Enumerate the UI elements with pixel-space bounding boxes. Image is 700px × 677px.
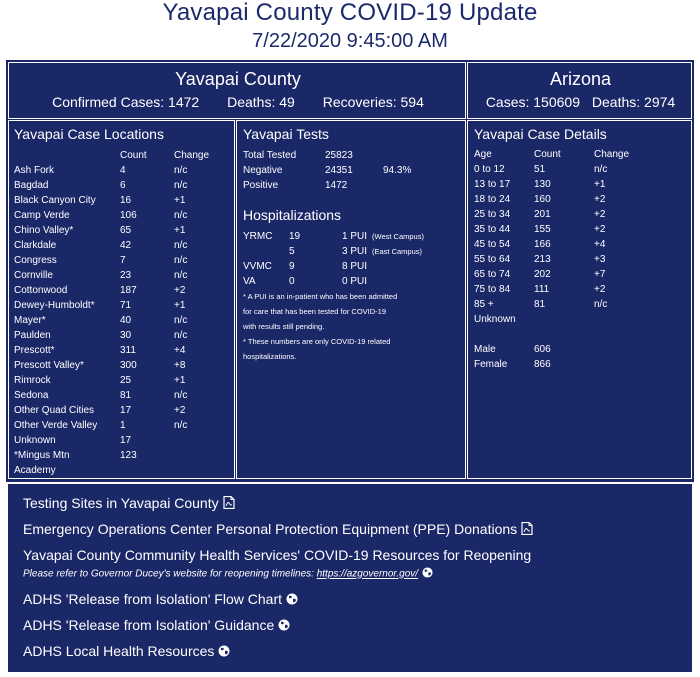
reopening-resources-label[interactable]: Yavapai County Community Health Services' COVID-19 Resources for Reopening: [23, 547, 532, 563]
gender-count: 606: [534, 344, 551, 355]
location-count: 81: [120, 390, 132, 401]
hospital-pui: 0 PUI: [342, 276, 368, 287]
case-details-title: Yavapai Case Details: [474, 126, 607, 142]
note-line: * These numbers are only COVID-19 related: [243, 337, 391, 346]
recoveries: Recoveries: 594: [322, 94, 424, 110]
location-name: Black Canyon City: [14, 195, 96, 206]
location-name: Unknown: [14, 435, 56, 446]
location-name: *Mingus Mtn: [14, 450, 70, 461]
location-count: 17: [120, 405, 132, 416]
location-count: 71: [120, 300, 132, 311]
table-row: [474, 357, 686, 372]
age-change: +2: [594, 224, 606, 235]
tests-panel: [236, 120, 466, 479]
location-count: 4: [120, 165, 126, 176]
table-row: [474, 267, 686, 282]
location-change: +2: [174, 285, 186, 296]
location-name: Chino Valley*: [14, 225, 74, 236]
table-row: [243, 274, 461, 289]
location-change: +4: [174, 345, 186, 356]
location-name: Mayer*: [14, 315, 46, 326]
column-header: Change: [594, 149, 630, 160]
hospital-name: VA: [243, 276, 256, 287]
location-count: 30: [120, 330, 132, 341]
note-line: with results still pending.: [243, 322, 325, 331]
location-change: +1: [174, 225, 186, 236]
table-row: [14, 358, 229, 373]
hospital-pui: 8 PUI: [342, 261, 368, 272]
age-change: +2: [594, 194, 606, 205]
age-group: Unknown: [474, 314, 516, 325]
table-row: [14, 418, 229, 433]
table-row: [474, 222, 686, 237]
globe-icon[interactable]: [422, 567, 433, 581]
page-title: Yavapai County COVID-19 Update: [162, 0, 538, 26]
table-row: [474, 282, 686, 297]
location-count: 7: [120, 255, 126, 266]
test-pct: 94.3%: [383, 165, 412, 176]
gender-label: Male: [474, 344, 496, 355]
location-name: Camp Verde: [14, 210, 70, 221]
pdf-file-icon[interactable]: [223, 495, 235, 513]
hospital-count: 19: [289, 231, 301, 242]
table-row: [243, 163, 461, 178]
yavapai-summary-stats: [9, 94, 467, 110]
reopening-note: [23, 567, 433, 581]
resources-panel: [8, 484, 692, 672]
hospital-campus: (East Campus): [372, 247, 423, 256]
age-group: 75 to 84: [474, 284, 511, 295]
hospital-name: YRMC: [243, 231, 273, 242]
hospitalizations-title: Hospitalizations: [243, 207, 342, 223]
location-change: +1: [174, 375, 186, 386]
note-line: hospitalizations.: [243, 352, 297, 361]
hospital-count: 5: [289, 246, 295, 257]
reopening-resources-link[interactable]: [23, 546, 531, 564]
location-change: n/c: [174, 240, 188, 251]
table-row: [14, 283, 229, 298]
age-group: 18 to 24: [474, 194, 511, 205]
table-row: [14, 208, 229, 223]
location-change: +8: [174, 360, 186, 371]
age-change: +3: [594, 254, 606, 265]
local-health-resources-label[interactable]: ADHS Local Health Resources: [23, 643, 215, 659]
location-change: n/c: [174, 420, 188, 431]
table-row: [14, 298, 229, 313]
age-count: 155: [534, 224, 551, 235]
arizona-summary-title: Arizona: [549, 69, 612, 89]
governor-website-link[interactable]: https://azgovernor.gov/: [316, 568, 419, 580]
hospital-count: 9: [289, 261, 295, 272]
pui-note: [243, 289, 397, 364]
table-row: [14, 253, 229, 268]
location-name: Prescott*: [14, 345, 55, 356]
yavapai-summary-title: Yavapai County: [175, 69, 301, 89]
location-change: n/c: [174, 270, 188, 281]
table-row: [474, 162, 686, 177]
location-count: 42: [120, 240, 132, 251]
age-group: 25 to 34: [474, 209, 511, 220]
location-count: 300: [120, 360, 137, 371]
table-row: [243, 259, 461, 274]
table-header: [474, 147, 686, 162]
location-count: 311: [120, 345, 136, 356]
location-count: 1: [120, 420, 126, 431]
note-line: * A PUI is an in-patient who has been admitted: [243, 292, 398, 301]
tests-title: Yavapai Tests: [243, 126, 329, 142]
isolation-guidance-label[interactable]: ADHS 'Release from Isolation' Guidance: [23, 617, 275, 633]
age-change: +2: [594, 209, 606, 220]
table-row: [14, 178, 229, 193]
location-count: 17: [120, 435, 132, 446]
table-row: [474, 342, 686, 357]
table-row: [14, 373, 229, 388]
location-name: Prescott Valley*: [14, 360, 84, 371]
testing-sites-link[interactable]: [23, 494, 235, 513]
table-row: [243, 229, 461, 244]
table-row: [474, 207, 686, 222]
location-change: n/c: [174, 255, 188, 266]
location-name: Clarkdale: [14, 240, 57, 251]
hospital-pui: 3 PUI: [342, 246, 368, 257]
location-name: Rimrock: [14, 375, 51, 386]
testing-sites-label[interactable]: Testing Sites in Yavapai County: [23, 495, 219, 511]
test-label: Total Tested: [243, 150, 297, 161]
ppe-donations-link[interactable]: [23, 520, 533, 539]
age-change: +2: [594, 284, 606, 295]
isolation-flow-chart-label[interactable]: ADHS 'Release from Isolation' Flow Chart: [23, 591, 282, 607]
age-group: 85 +: [474, 299, 494, 310]
age-group: 55 to 64: [474, 254, 511, 265]
location-change: +1: [174, 195, 186, 206]
location-name: Other Verde Valley: [14, 420, 98, 431]
local-health-resources-link[interactable]: [23, 642, 230, 661]
location-name: Academy: [14, 465, 56, 476]
deaths: Deaths: 49: [227, 94, 295, 110]
age-count: 160: [534, 194, 551, 205]
table-row: [243, 148, 461, 163]
location-change: +2: [174, 405, 186, 416]
age-change: +4: [594, 239, 606, 250]
location-change: n/c: [174, 315, 188, 326]
location-count: 123: [120, 450, 137, 461]
age-count: 202: [534, 269, 551, 280]
test-value: 24351: [325, 165, 353, 176]
gender-count: 866: [534, 359, 551, 370]
hospital-pui: 1 PUI: [342, 231, 368, 242]
table-header: [14, 148, 229, 163]
reopening-note-text: Please refer to Governor Ducey's website for reopening timelines:: [23, 568, 314, 580]
table-row: [14, 223, 229, 238]
globe-icon[interactable]: [286, 591, 298, 609]
table-row: [243, 244, 461, 259]
update-datetime: 7/22/2020 9:45:00 AM: [252, 30, 448, 52]
column-header: Age: [474, 149, 492, 160]
table-row: [14, 313, 229, 328]
age-change: +1: [594, 179, 606, 190]
table-row: [474, 312, 686, 327]
location-count: 6: [120, 180, 126, 191]
table-row: [14, 238, 229, 253]
ppe-donations-label[interactable]: Emergency Operations Center Personal Protection Equipment (PPE) Donations: [23, 521, 518, 537]
table-row: [14, 433, 229, 448]
test-label: Negative: [243, 165, 283, 176]
location-count: 40: [120, 315, 132, 326]
table-row: [14, 268, 229, 283]
location-change: +1: [174, 300, 186, 311]
pdf-file-icon[interactable]: [521, 521, 533, 539]
age-group: 0 to 12: [474, 164, 505, 175]
location-name: Cottonwood: [14, 285, 68, 296]
age-count: 213: [534, 254, 551, 265]
location-name: Ash Fork: [14, 165, 55, 176]
location-count: 16: [120, 195, 132, 206]
isolation-guidance-link[interactable]: [23, 616, 290, 635]
hospital-count: 0: [289, 276, 295, 287]
note-line: for care that has been tested for COVID-19: [243, 307, 386, 316]
table-row: [14, 388, 229, 403]
location-name: Dewey-Humboldt*: [14, 300, 95, 311]
case-details-panel: [467, 120, 692, 479]
age-count: 51: [534, 164, 546, 175]
age-count: 166: [534, 239, 551, 250]
location-change: n/c: [174, 330, 188, 341]
table-row: [14, 403, 229, 418]
age-group: 45 to 54: [474, 239, 511, 250]
arizona-summary-stats: [468, 94, 693, 110]
gender-label: Female: [474, 359, 508, 370]
age-group: 65 to 74: [474, 269, 511, 280]
arizona-cases: Cases: 150609: [485, 94, 580, 110]
location-name: Paulden: [14, 330, 51, 341]
yavapai-summary-panel: [8, 62, 466, 119]
globe-icon[interactable]: [278, 617, 290, 635]
location-count: 65: [120, 225, 132, 236]
test-value: 1472: [325, 180, 348, 191]
table-row: [474, 177, 686, 192]
table-row: [14, 343, 229, 358]
table-row: [14, 328, 229, 343]
isolation-flow-chart-link[interactable]: [23, 590, 298, 609]
column-header: Count: [120, 150, 147, 161]
age-change: n/c: [594, 164, 608, 175]
column-header: Count: [534, 149, 561, 160]
table-row: [14, 163, 229, 178]
table-row: [243, 178, 461, 193]
age-count: 111: [534, 284, 550, 295]
location-count: 23: [120, 270, 132, 281]
test-label: Positive: [243, 180, 279, 191]
age-change: +7: [594, 269, 606, 280]
table-row: [14, 448, 229, 463]
test-value: 25823: [325, 150, 353, 161]
location-change: n/c: [174, 210, 188, 221]
location-count: 25: [120, 375, 132, 386]
confirmed-cases: Confirmed Cases: 1472: [52, 94, 200, 110]
table-row: [474, 297, 686, 312]
arizona-deaths: Deaths: 2974: [591, 94, 676, 110]
age-change: n/c: [594, 299, 608, 310]
case-locations-panel: [8, 120, 235, 479]
column-header: Change: [174, 150, 210, 161]
case-locations-title: Yavapai Case Locations: [14, 126, 164, 142]
table-row: [14, 463, 229, 478]
location-change: n/c: [174, 390, 188, 401]
arizona-summary-panel: [467, 62, 692, 119]
hospital-campus: (West Campus): [372, 232, 424, 241]
location-name: Sedona: [14, 390, 49, 401]
location-change: n/c: [174, 165, 188, 176]
age-count: 81: [534, 299, 546, 310]
globe-icon[interactable]: [218, 643, 230, 661]
location-count: 187: [120, 285, 137, 296]
case-locations-table: [14, 148, 229, 478]
hospital-name: VVMC: [243, 261, 272, 272]
table-row: [474, 252, 686, 267]
age-group: 13 to 17: [474, 179, 511, 190]
location-name: Congress: [14, 255, 57, 266]
table-row: [474, 237, 686, 252]
location-count: 106: [120, 210, 137, 221]
location-name: Bagdad: [14, 180, 49, 191]
location-name: Other Quad Cities: [14, 405, 95, 416]
table-row: [14, 193, 229, 208]
age-group: 35 to 44: [474, 224, 511, 235]
age-count: 130: [534, 179, 551, 190]
location-change: n/c: [174, 180, 188, 191]
table-row: [474, 192, 686, 207]
location-name: Cornville: [14, 270, 53, 281]
age-count: 201: [534, 209, 551, 220]
